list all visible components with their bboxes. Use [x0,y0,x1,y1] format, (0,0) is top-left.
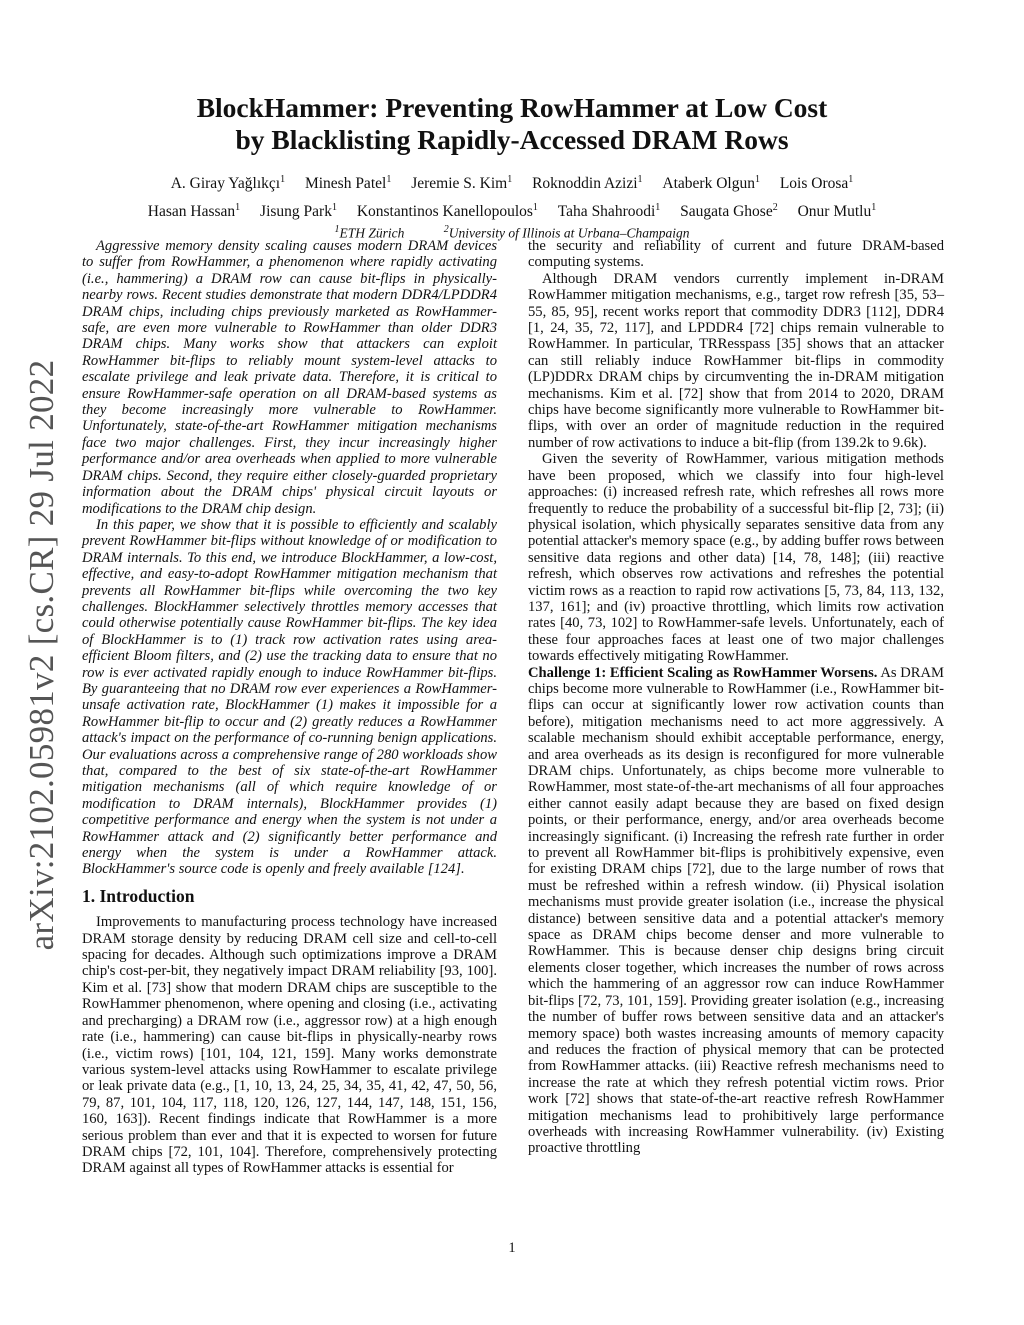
author: Hasan Hassan$^1$ [147,202,241,221]
right-column [528,238,944,1157]
paper-title [80,92,944,156]
page-number: 1 [508,1240,516,1256]
author: Ataberk Olgun$^1$ [662,174,760,193]
title-line-2: by Blacklisting Rapidly-Accessed DRAM Rows [235,124,789,155]
abstract-paragraph-2: In this paper, we show that it is possible to efficiently and scalably prevent RowHammer bit-flips without knowledge of or modification to DRAM internals. To this end, we introduce BlockHammer, a low-cost, effective, and easy-to-adopt RowHammer mitigation mechanism that prevents all RowHammer bit-flips while overcoming the two key challenges. BlockHammer selectively throttles memory accesses that could otherwise potentially cause RowHammer bit-flips. The key idea of BlockHammer is to (1) track row activation rates using area-efficient Bloom filters, and (2) use the tracking data to ensure that no row is ever activated rapidly enough to induce RowHammer bit-flips. By guaranteeing that no DRAM row ever experiences a RowHammer-unsafe activation rate, BlockHammer (1) makes it impossible for a RowHammer bit-flip to occur and (2) greatly reduces a RowHammer attack's impact on the performance of co-running benign applications. Our evaluations across a comprehensive range of 280 workloads show that, compared to the best of six state-of-the-art RowHammer mitigation mechanisms (all of which require knowledge of or modification to DRAM internals), BlockHammer provides (1) competitive performance and energy when the system is not under a RowHammer attack and (2) significantly better performance and energy when the system is under a RowHammer attack. BlockHammer's source code is openly and freely available [124]. [82,516,497,878]
body-paragraph-continued: the security and reliability of current and future DRAM-based computing systems. [528,238,944,271]
author: Taha Shahroodi$^1$ [557,202,661,221]
affiliation: $^2$University of Illinois at Urbana–Champaign [443,224,690,241]
author: Onur Mutlu$^1$ [797,202,877,221]
section-heading-introduction: 1. Introduction [82,885,195,906]
author: Konstantinos Kanellopoulos$^1$ [356,202,538,221]
title-line-1: BlockHammer: Preventing RowHammer at Low Cost [196,92,828,123]
left-column [82,238,497,1177]
author: Roknoddin Azizi$^1$ [532,174,643,193]
paper-header [80,92,944,242]
author: A. Giray Yağlıkçı$^1$ [170,174,286,193]
author-list [80,168,944,224]
abstract-paragraph-1: Aggressive memory density scaling causes modern DRAM devices to suffer from RowHammer, a phenomenon where rapidly activating (i.e., hammering) a DRAM row can cause bit-flips in physically-nearby rows. Recent studies demonstrate that modern DDR4/LPDDR4 DRAM chips, including chips previously marketed as RowHammer-safe, are even more vulnerable to RowHammer than older DDR3 DRAM chips. Many works show that attackers can exploit RowHammer bit-flips to reliably mount system-level attacks to escalate privilege and leak private data. Therefore, it is critical to ensure RowHammer-safe operation on all DRAM-based systems as they become increasingly more vulnerable to RowHammer. Unfortunately, state-of-the-art RowHammer mitigation mechanisms face two major challenges. First, they incur increasingly higher performance and/or area overheads when applied to more vulnerable DRAM chips. Second, they require either closely-guarded proprietary information about the DRAM chips' physical circuit layouts or modifications to the DRAM chip design. [82,238,497,517]
abstract [82,238,497,878]
challenge-1-paragraph [528,665,944,1157]
author: Minesh Patel$^1$ [304,174,392,193]
author: Jeremie S. Kim$^1$ [411,174,513,193]
author: Lois Orosa$^1$ [779,174,854,193]
body-paragraph-approaches: Given the severity of RowHammer, various mitigation methods have been proposed, which we classify into four high-level approaches: (i) increased refresh rate, which refreshes all rows more frequently to reduce the probability of a successful bit-flip [2, 73]; (ii) physical isolation, which physically separates sensitive data from any potential attacker's memory space (e.g., by adding buffer rows between sensitive data regions and other data) [14, 78, 148]; (iii) reactive refresh, which observes row activations and refreshes the potential victim rows as a reaction to rapid row activations [5, 73, 84, 113, 132, 137, 161]; and (iv) proactive throttling, which limits row activation rates [40, 73, 102] to RowHammer-safe levels. Unfortunately, each of these four approaches faces at least one of two major challenges towards effectively mitigating RowHammer. [528,451,944,665]
challenge-1-text: As DRAM chips become more vulnerable to RowHammer (i.e., RowHammer bit-flips can occur at significantly lower row activation counts than before), mitigation mechanisms need to act more aggressively. A scalable mechanism should exhibit acceptable performance, energy, and area overheads as its design is reconfigured for more vulnerable DRAM chips. Unfortunately, as chips become more vulnerable to RowHammer, most state-of-the-art mechanisms of all four approaches either cannot easily adapt because they are based on fixed design points, or their performance, energy, and/or area overheads become increasingly significant. (i) Increasing the refresh rate further in order to prevent all RowHammer bit-flips is prohibitively expensive, even for existing DRAM chips [72], due to the large number of rows that must be refreshed within a refresh window. (ii) Physical isolation mechanisms must provide greater isolation (i.e., increase the physical distance) between sensitive data and a potential attacker's memory space as DRAM chips become denser and more vulnerable to RowHammer. This is because denser chip designs bring circuit elements closer together, which increases the number of rows across which the hammering of an aggressor row can induce RowHammer bit-flips [72, 73, 101, 159]. Providing greater isolation (e.g., increasing the number of buffer rows between sensitive data and an attacker's memory space) both wastes increasing amounts of memory capacity and reduces the fraction of physical memory that can be protected from RowHammer attacks. (iii) Reactive refresh mechanisms need to increase the rate at which they refresh potential victim rows. Prior work [72] shows that state-of-the-art reactive refresh RowHammer mitigation mechanisms lead to prohibitively large performance overheads with increasing RowHammer vulnerability. (iv) Existing proactive throttling [528,664,945,1157]
arxiv-identifier [12,360,72,950]
author: Saugata Ghose$^2$ [680,202,778,221]
challenge-1-label: Challenge 1: Efficient Scaling as RowHammer Worsens. [528,664,878,681]
body-paragraph-vendors: Although DRAM vendors currently implement in-DRAM RowHammer mitigation mechanisms, e.g., target row refresh [35, 53–55, 85, 95], recent works report that commodity DDR3 [112], DDR4 [1, 24, 35, 72, 117], and LPDDR4 [72] chips remain vulnerable to RowHammer. In particular, TRResspass [35] shows that an attacker can still reliably induce RowHammer bit-flips in commodity (LP)DDRx DRAM chips by circumventing the in-DRAM mitigation mechanisms. Kim et al. [72] show that from 2014 to 2020, DRAM chips have become significantly more vulnerable to RowHammer bit-flips, with over an order of magnitude reduction in the required number of row activations to induce a bit-flip (from 139.2k to 9.6k). [528,270,944,451]
intro-paragraph-1: Improvements to manufacturing process technology have increased DRAM storage density by reducing DRAM cell size and cell-to-cell spacing for decades. Although such optimizations improve a DRAM chip's cost-per-bit, they negatively impact DRAM reliability [93, 100]. Kim et al. [73] show that modern DRAM chips are susceptible to the RowHammer phenomenon, where opening and closing (i.e., activating and precharging) a DRAM row (i.e., aggressor row) at a high enough rate (i.e., hammering) can cause bit-flips in physically-nearby rows (i.e., victim rows) [101, 104, 121, 159]. Many works demonstrate various system-level attacks using RowHammer to escalate privilege or leak private data (e.g., [1, 10, 13, 24, 25, 34, 35, 41, 42, 47, 50, 56, 79, 87, 101, 104, 117, 118, 120, 126, 127, 144, 147, 148, 151, 156, 160, 163]). Recent findings indicate that RowHammer is a more serious problem than ever and that it is expected to worsen for future DRAM chips [72, 101, 104]. Therefore, comprehensively protecting DRAM against all types of RowHammer attacks is essential for [82,914,497,1177]
author-row-1 [80,168,944,196]
arxiv-identifier-text: arXiv:2102.05981v2 [cs.CR] 29 Jul 2022 [22,359,61,951]
author: Jisung Park$^1$ [260,202,337,221]
affiliation: $^1$ETH Zürich [334,224,405,241]
author-row-2 [80,196,944,224]
